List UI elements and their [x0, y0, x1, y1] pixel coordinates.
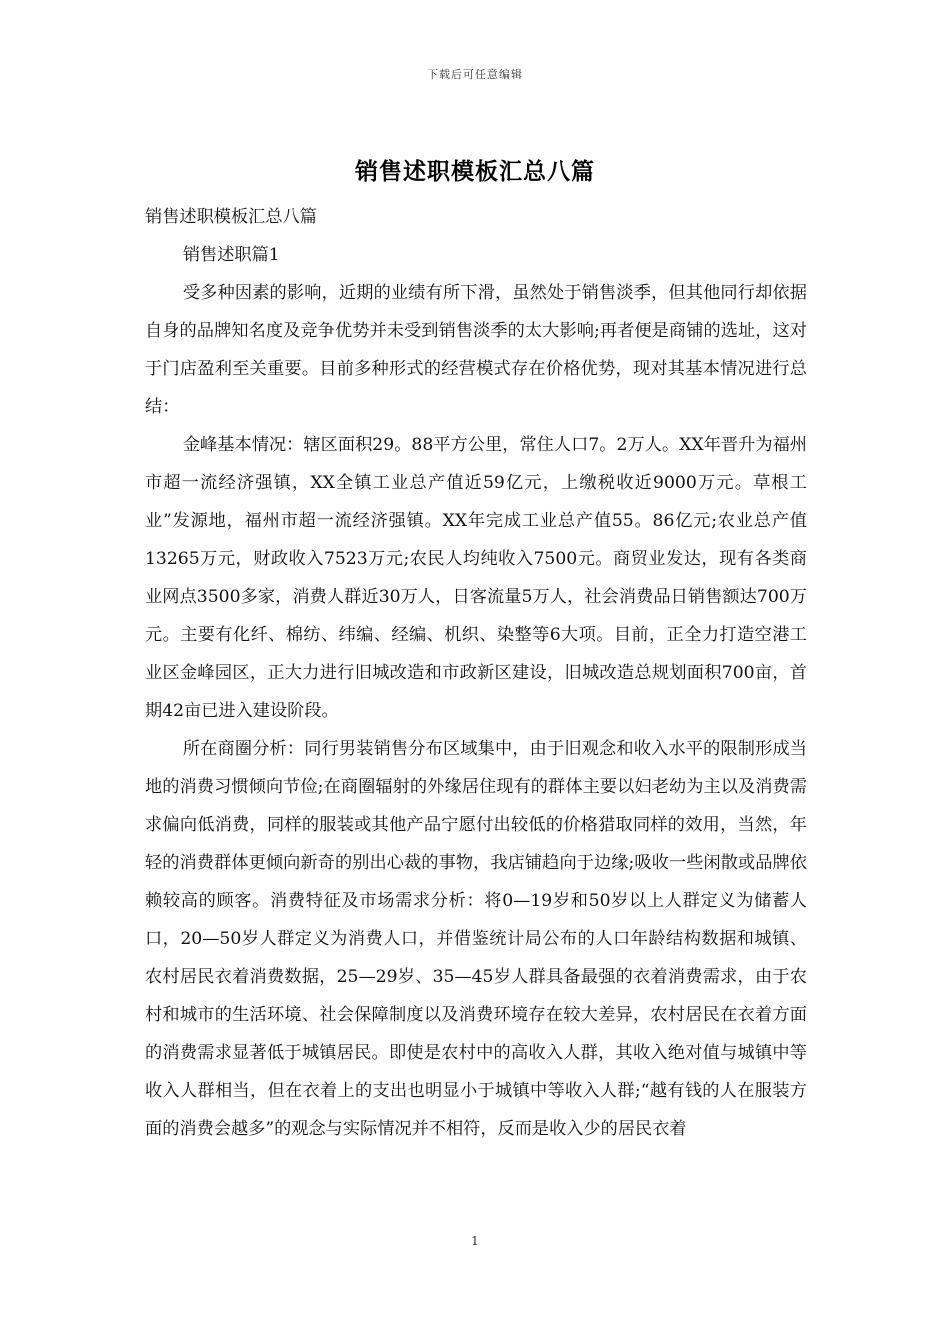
paragraph-intro: 受多种因素的影响，近期的业绩有所下滑，虽然处于销售淡季，但其他同行却依据自身的品牌知名度及竞争优势并未受到销售淡季的太大影响;再者便是商铺的选址，这对于门店盈利至关重要。目前多种形式的经营模式存在价格优势，现对其基本情况进行总结： [145, 283, 807, 417]
section-heading: 销售述职篇1 [182, 245, 280, 265]
document-subtitle: 销售述职模板汇总八篇 [145, 207, 317, 227]
paragraph-jinfeng-overview: 金峰基本情况：辖区面积29。88平方公里，常住人口7。2万人。XX年晋升为福州市超一流经济强镇，XX全镇工业总产值近59亿元，上缴税收近9000万元。草根工业”发源地，福州市超一流经济强镇。XX年完成工业总产值55。86亿元;农业总产值13265万元，财政收入7523万元;农民人均纯收入7500元。商贸业发达，现有各类商业网点3500多家，消费人群近30万人，日客流量5万人，社会消费品日销售额达700万元。主要有化纤、棉纺、纬编、经编、机织、染整等6大项。目前，正全力打造空港工业区金峰园区，正大力进行旧城改造和市政新区建设，旧城改造总规划面积700亩，首期42亩已进入建设阶段。 [145, 435, 807, 721]
page-number: 1 [471, 1234, 479, 1248]
document-body [145, 198, 807, 1148]
paragraph-trade-area-analysis: 所在商圈分析：同行男装销售分布区域集中，由于旧观念和收入水平的限制形成当地的消费习惯倾向节俭;在商圈辐射的外缘居住现有的群体主要以妇老幼为主以及消费需求偏向低消费，同样的服装或其他产品宁愿付出较低的价格猎取同样的效用，当然，年轻的消费群体更倾向新奇的别出心裁的事物，我店铺趋向于边缘;吸收一些闲散或品牌依赖较高的顾客。消费特征及市场需求分析：将0—19岁和50岁以上人群定义为储蓄人口，20—50岁人群定义为消费人口，并借鉴统计局公布的人口年龄结构数据和城镇、农村居民衣着消费数据，25—29岁、35—45岁人群具备最强的衣着消费需求，由于农村和城市的生活环境、社会保障制度以及消费环境存在较大差异，农村居民在衣着方面的消费需求显著低于城镇居民。即使是农村中的高收入人群，其收入绝对值与城镇中等收入人群相当，但在衣着上的支出也明显小于城镇中等收入人群;“越有钱的人在服装方面的消费会越多”的观念与实际情况并不相符，反而是收入少的居民衣着 [145, 739, 807, 1139]
document-title: 销售述职模板汇总八篇 [355, 159, 595, 185]
header-note: 下载后可任意编辑 [427, 68, 523, 81]
